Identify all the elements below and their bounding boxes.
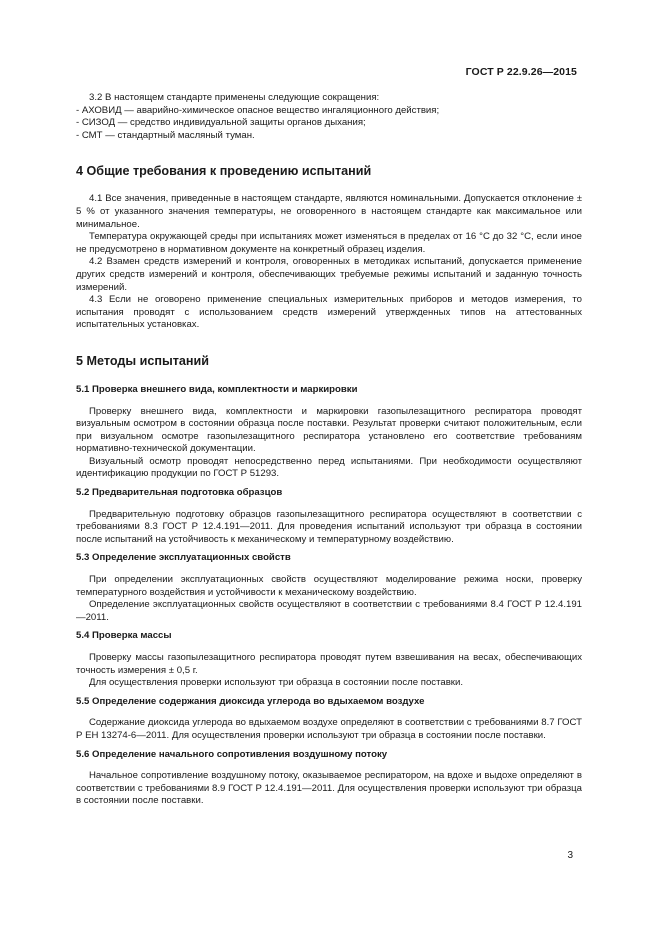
standard-number-header: ГОСТ Р 22.9.26—2015 — [465, 66, 577, 78]
subsection-5-6-title: 5.6 Определение начального сопротивления воздушному потоку — [76, 748, 388, 760]
subsection-5-2-title: 5.2 Предварительная подготовка образцов — [76, 487, 283, 499]
paragraph: Определение эксплуатационных свойств осуществляют в соответствии с требованиями 8.4 ГОСТ Р 12.4.191—2011. — [76, 599, 582, 623]
paragraph: 4.3 Если не оговорено применение специальных измерительных приборов и методов измерения, то испытания проводят с использованием средств измерений утвержденных типов на аттестованных испытательных установках. — [76, 294, 582, 331]
paragraph: При определении эксплуатационных свойств осуществляют моделирование режима носки, проверку температурного воздействия и устойчивости к механическому воздействию. — [76, 574, 582, 598]
subsection-5-1-title: 5.1 Проверка внешнего вида, комплектности и маркировки — [76, 383, 358, 395]
paragraph: Температура окружающей среды при испытаниях может изменяться в пределах от 16 °С до 32 °С, если иное не предусмотрено в нормативном документе на конкретный образец изделия. — [76, 231, 582, 255]
paragraph: Предварительную подготовку образцов газопылезащитного респиратора осуществляют в соответствии с требованиями 8.3 ГОСТ Р 12.4.191—2011. Для проведения испытаний используют три образца в состоянии после испытаний на устойчивость к механическому и температурному воздействию. — [76, 508, 582, 545]
paragraph: 4.1 Все значения, приведенные в настоящем стандарте, являются номинальными. Допускается отклонение ± 5 % от указанного значения температуры, не оговоренного в настоящем стандарте как максимальное или минимальное. — [76, 193, 582, 230]
paragraph: 4.2 Взамен средств измерений и контроля, оговоренных в методиках испытаний, допускается применение других средств измерений и контроля, обеспечивающих требуемые режимы испытаний и заданную точность измерений. — [76, 256, 582, 293]
page-content — [76, 92, 582, 808]
subsection-5-3-title: 5.3 Определение эксплуатационных свойств — [76, 552, 291, 564]
paragraph: Проверку внешнего вида, комплектности и маркировки газопылезащитного респиратора проводят визуальным осмотром в состоянии образца после поставки. Результат проверки считают положительным, если при визуальном осмотре газопылезащитного респиратора установлено его соответствие требованиям нормативно-технической документации. — [76, 405, 582, 455]
abbrev-item: - АХОВИД — аварийно-химическое опасное вещество ингаляционного действия; — [76, 104, 440, 116]
paragraph: Проверку массы газопылезащитного респиратора проводят путем взвешивания на весах, обеспечивающих точность измерения ± 0,5 г. — [76, 652, 582, 676]
section-4-title: 4 Общие требования к проведению испытаний — [76, 164, 372, 179]
page-number: 3 — [567, 850, 573, 861]
abbrev-item: - СИЗОД — средство индивидуальной защиты органов дыхания; — [76, 117, 366, 129]
abbrev-intro: 3.2 В настоящем стандарте применены следующие сокращения: — [89, 92, 380, 103]
paragraph: Для осуществления проверки используют три образца в состоянии после поставки. — [89, 677, 464, 689]
subsection-5-5-title: 5.5 Определение содержания диоксида углерода во вдыхаемом воздухе — [76, 695, 425, 707]
subsection-5-4-title: 5.4 Проверка массы — [76, 630, 172, 642]
paragraph: Визуальный осмотр проводят непосредственно перед испытаниями. При необходимости осуществляют идентификацию продукции по ГОСТ Р 51293. — [76, 455, 582, 480]
abbrev-item: - СМТ — стандартный масляный туман. — [76, 129, 255, 141]
section-5-title: 5 Методы испытаний — [76, 353, 209, 368]
paragraph: Содержание диоксида углерода во вдыхаемом воздухе определяют в соответствии с требованиями 8.7 ГОСТ Р ЕН 13274-6—2011. Для осуществления проверки используют три образца в состоянии после поставки. — [76, 717, 582, 741]
paragraph: Начальное сопротивление воздушному потоку, оказываемое респиратором, на вдохе и выдохе определяют в соответствии с требованиями 8.9 ГОСТ Р 12.4.191—2011. Для осуществления проверки используют три образца в состоянии после поставки. — [76, 770, 582, 807]
